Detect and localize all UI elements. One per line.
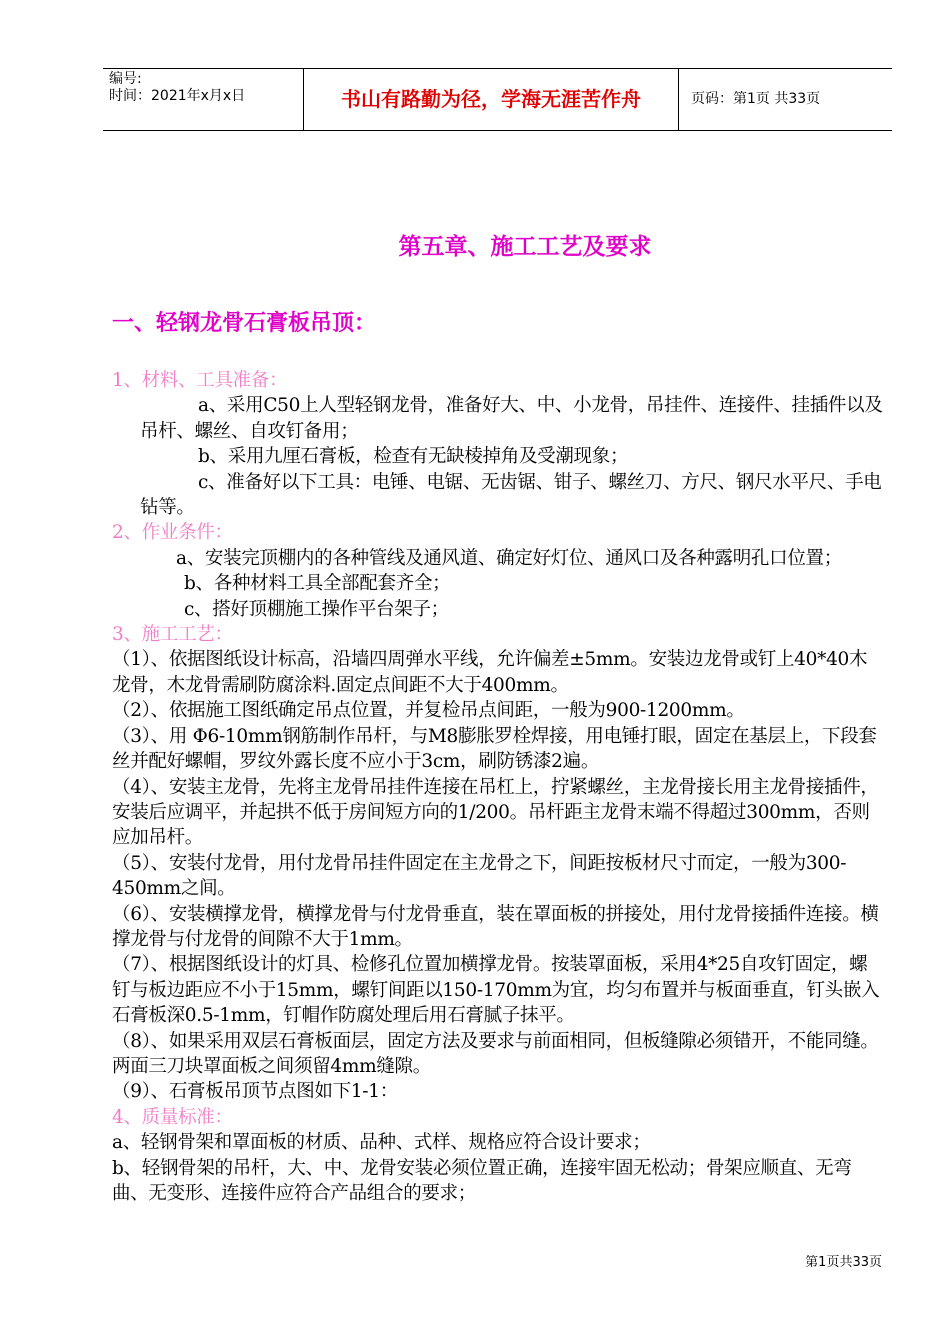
- paragraph: c、准备好以下工具：电锤、电锯、无齿锯、钳子、螺丝刀、方尺、钢尺水平尺、手电钻等。: [140, 471, 882, 519]
- header-motto: 书山有路勤为径，学海无涯苦作舟: [304, 69, 679, 130]
- paragraph: a、安装完顶棚内的各种管线及通风道、确定好灯位、通风口及各种露明孔口位置；: [176, 547, 842, 569]
- header-page-label: 页码：第1页 共33页: [691, 91, 821, 107]
- document-body: [112, 368, 884, 1206]
- paragraph: b、各种材料工具全部配套齐全；: [184, 573, 451, 595]
- paragraph: （5）、安装付龙骨，用付龙骨吊挂件固定在主龙骨之下，间距按板材尺寸而定，一般为300-450mm之间。: [112, 852, 847, 900]
- subsection-heading: 2、作业条件：: [112, 522, 233, 544]
- paragraph: b、采用九厘石膏板，检查有无缺棱掉角及受潮现象；: [198, 446, 629, 468]
- paragraph: c、搭好顶棚施工操作平台架子；: [184, 598, 449, 620]
- subsection-heading: 3、施工工艺：: [112, 624, 233, 646]
- paragraph: （7）、根据图纸设计的灯具、检修孔位置加横撑龙骨。按装罩面板，采用4*25自攻钉固定，螺钉与板边距应不小于15mm，螺钉间距以150-170mm为宜，均匀布置并与板面垂直，钉头嵌入石膏板深0.5-1mm，钉帽作防腐处理后用石膏腻子抹平。: [112, 954, 880, 1027]
- paragraph: a、轻钢骨架和罩面板的材质、品种、式样、规格应符合设计要求；: [112, 1132, 651, 1154]
- paragraph: a、采用C50上人型轻钢龙骨，准备好大、中、小龙骨，吊挂件、连接件、挂插件以及吊杆、螺丝、自攻钉备用；: [140, 395, 883, 442]
- paragraph: （8）、如果采用双层石膏板面层，固定方法及要求与前面相同，但板缝隙必须错开，不能同缝。两面三刀块罩面板之间须留4mm缝隙。: [112, 1030, 879, 1077]
- number-label: 编号:: [109, 71, 142, 87]
- section-title: 一、轻钢龙骨石膏板吊顶：: [112, 311, 377, 336]
- paragraph: b、轻钢骨架的吊杆，大、中、龙骨安装必须位置正确，连接牢固无松动；骨架应顺直、无弯曲、无变形、连接件应符合产品组合的要求；: [112, 1157, 852, 1204]
- paragraph: （2）、依据施工图纸确定吊点位置，并复检吊点间距，一般为900-1200mm。: [112, 700, 745, 722]
- paragraph: （4）、安装主龙骨，先将主龙骨吊挂件连接在吊杠上，拧紧螺丝，主龙骨接长用主龙骨接插件，安装后应调平，并起拱不低于房间短方向的1/200。吊杆距主龙骨末端不得超过300mm，否则应加吊杆。: [112, 776, 879, 849]
- paragraph: （3）、用 Φ6-10mm钢筋制作吊杆，与M8膨胀罗栓焊接，用电锤打眼，固定在基层上，下段套丝并配好螺帽，罗纹外露长度不应小于3cm，刷防锈漆2遍。: [112, 725, 877, 773]
- subsection-heading: 4、质量标准：: [112, 1106, 233, 1128]
- subsection-heading: 1、材料、工具准备：: [112, 370, 288, 391]
- chapter-title: 第五章、施工工艺及要求: [398, 234, 652, 260]
- document-header: [103, 68, 892, 131]
- header-meta: [103, 69, 304, 130]
- page-footer: 第1页共33页: [805, 1255, 882, 1270]
- time-label: 时间：2021年x月x日: [109, 88, 246, 104]
- paragraph: （9）、石膏板吊顶节点图如下1-1：: [112, 1081, 398, 1103]
- paragraph: （1）、依据图纸设计标高，沿墙四周弹水平线，允许偏差±5mm。安装边龙骨或钉上40*40木龙骨，木龙骨需刷防腐涂料.固定点间距不大于400mm。: [112, 649, 868, 696]
- paragraph: （6）、安装横撑龙骨，横撑龙骨与付龙骨垂直，装在罩面板的拼接处，用付龙骨接插件连接。横撑龙骨与付龙骨的间隙不大于1mm。: [112, 903, 879, 950]
